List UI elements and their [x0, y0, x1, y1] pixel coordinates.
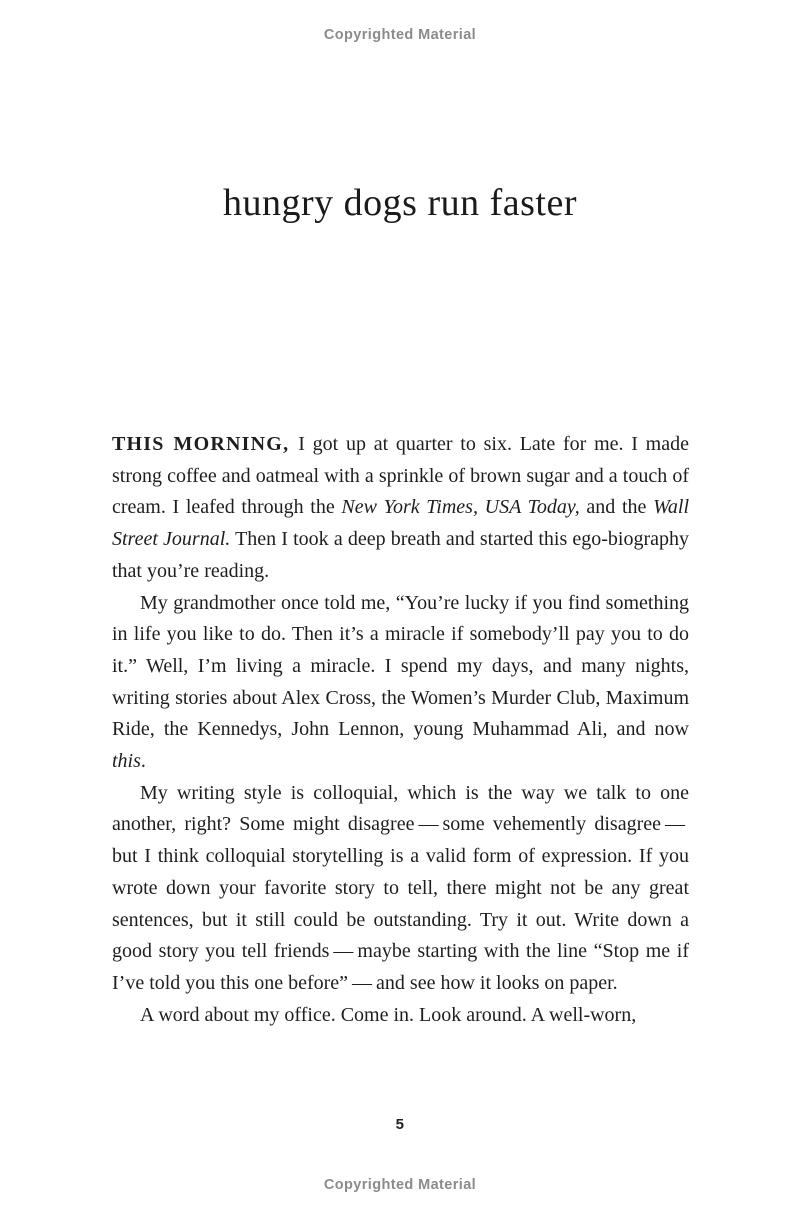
paragraph — [112, 1000, 689, 1032]
paragraph — [112, 429, 689, 588]
paragraph — [112, 588, 689, 778]
text-segment-italic: New York Times, USA Today, — [341, 496, 580, 519]
text-segment-normal: and the — [579, 496, 654, 519]
body-text — [112, 429, 689, 1031]
text-segment-bold: THIS MORNING, — [112, 433, 299, 455]
page-number: 5 — [395, 1116, 405, 1133]
text-segment-italic: Wall Street Journal. — [112, 496, 689, 551]
copyright-notice-bottom: Copyrighted Material — [323, 1177, 477, 1193]
text-segment-normal: My writing style is colloquial, which is the way we talk to one another, right? Some might disagree — some vehemently disagree — but I think colloquial storytelling is a valid form of expression. If you wrote down your favorite story to tell, there might not be any great sentences, but it still could be outstanding. Try it out. Write down a good story you tell friends — maybe starting with the line “Stop me if I’ve told you this one before” — and see how it looks on paper. — [112, 781, 689, 994]
text-segment-normal: My grandmother once told me, “You’re lucky if you find something in life you like to do. Then it’s a miracle if somebody’ll pay you to do it.” Well, I’m living a miracle. I spend my days, and many nights, writing stories about Alex Cross, the Women’s Murder Club, Maximum Ride, the Kennedys, John Lennon, young Muhammad Ali, and now — [112, 591, 689, 741]
text-segment-normal: A word about my office. Come in. Look around. A well-worn, — [140, 1003, 637, 1026]
chapter-title: hungry dogs run faster — [223, 182, 577, 224]
copyright-notice-top: Copyrighted Material — [323, 27, 477, 43]
text-segment-normal: . — [140, 750, 146, 773]
text-segment-italic: this — [112, 750, 141, 773]
text-segment-normal: Then I took a deep breath and started this ego-biography that you’re reading. — [112, 528, 690, 582]
text-segment-normal: I got up at quarter to six. Late for me. I made strong coffee and oatmeal with a sprinkle of brown sugar and a touch of cream. I leafed through the — [112, 433, 689, 519]
paragraph — [112, 778, 689, 1000]
